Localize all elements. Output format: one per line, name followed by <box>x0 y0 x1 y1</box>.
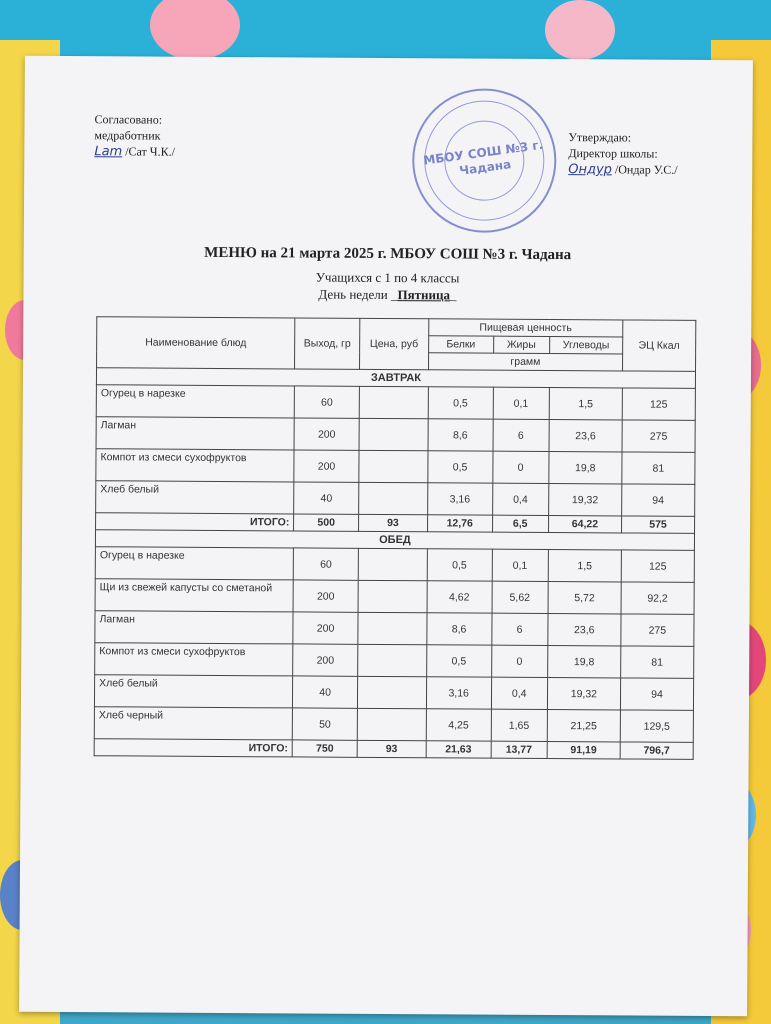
table-row <box>96 417 695 453</box>
dish-name: Хлеб белый <box>96 481 294 514</box>
total-energy: 575 <box>621 516 694 533</box>
cell-fat: 0 <box>492 451 549 483</box>
agreed-name: /Сат Ч.К./ <box>125 144 175 159</box>
menu-sheet <box>19 56 753 1016</box>
table-row <box>96 481 695 517</box>
cell-fat: 1,65 <box>491 709 548 741</box>
approve-block <box>568 129 678 179</box>
cell-protein: 4,25 <box>426 709 491 741</box>
cell-protein: 3,16 <box>427 483 492 515</box>
dish-name: Огурец в нарезке <box>95 547 293 580</box>
cell-output: 40 <box>293 676 358 708</box>
cell-energy: 94 <box>620 678 693 710</box>
cell-price <box>357 676 426 708</box>
header-carbs: Углеводы <box>549 336 622 353</box>
cell-energy: 275 <box>622 420 695 452</box>
cell-price <box>359 482 428 514</box>
agreed-signature: Lam <box>94 144 123 160</box>
cell-carbs: 19,8 <box>547 645 620 677</box>
agreed-role: медработник <box>94 128 161 143</box>
cell-carbs: 19,32 <box>547 677 620 709</box>
cell-fat: 0,1 <box>493 387 550 419</box>
cell-output: 40 <box>294 482 359 514</box>
section-label: ЗАВТРАК <box>96 368 695 389</box>
header-unit: грамм <box>428 353 622 371</box>
approve-signature: Ондур <box>568 162 612 178</box>
cell-output: 200 <box>293 612 358 644</box>
header-output: Выход, гр <box>295 318 360 369</box>
cell-output: 60 <box>293 548 358 580</box>
cell-output: 60 <box>294 386 359 418</box>
cell-output: 200 <box>293 644 358 676</box>
cell-carbs: 23,6 <box>548 613 621 645</box>
cell-carbs: 1,5 <box>548 549 621 581</box>
total-label: ИТОГО: <box>96 513 294 531</box>
cell-energy: 125 <box>621 550 694 582</box>
flower-decoration <box>545 0 615 60</box>
approve-label: Утверждаю: <box>568 130 632 145</box>
dish-name: Хлеб черный <box>94 707 292 740</box>
total-energy: 796,7 <box>620 742 693 759</box>
total-fat: 6,5 <box>492 515 548 532</box>
cell-price <box>359 450 428 482</box>
table-row <box>96 449 695 485</box>
cell-carbs: 19,8 <box>549 451 622 483</box>
weekday-value: Пятница <box>397 287 451 303</box>
cell-price <box>358 580 427 612</box>
dish-name: Лагман <box>96 417 294 450</box>
cell-fat: 0,4 <box>491 677 548 709</box>
weekday-label: День недели _ <box>318 286 398 303</box>
cell-energy: 81 <box>622 452 695 484</box>
table-row <box>94 707 693 743</box>
menu-subtitle: Учащихся с 1 по 4 классы <box>315 269 460 286</box>
table-row <box>95 547 694 583</box>
header-nutrition: Пищевая ценность <box>429 319 623 337</box>
cell-protein: 4,62 <box>427 581 492 613</box>
header-fat: Жиры <box>493 336 549 353</box>
header-protein: Белки <box>428 336 493 353</box>
menu-table-body <box>94 368 695 760</box>
cell-price <box>358 644 427 676</box>
cell-protein: 0,5 <box>428 451 493 483</box>
cell-price <box>358 612 427 644</box>
table-row <box>95 611 694 647</box>
total-output: 500 <box>294 514 359 531</box>
total-protein: 21,63 <box>426 741 491 758</box>
cell-price <box>358 548 427 580</box>
cell-protein: 0,5 <box>427 549 492 581</box>
cell-fat: 0,1 <box>492 549 549 581</box>
menu-table <box>94 316 697 760</box>
agreed-block <box>94 111 175 160</box>
agreed-signature-line <box>94 143 175 160</box>
cell-carbs: 23,6 <box>549 419 622 451</box>
table-row <box>95 579 694 615</box>
cell-protein: 3,16 <box>426 677 491 709</box>
header-energy: ЭЦ Ккал <box>622 320 695 371</box>
stamp-text: МБОУ СОШ №3 г. Чадана <box>422 137 544 178</box>
total-price: 93 <box>358 514 427 531</box>
cell-energy: 129,5 <box>620 710 693 742</box>
total-price: 93 <box>357 740 426 757</box>
dish-name: Компот из смеси сухофруктов <box>96 449 294 482</box>
school-stamp <box>412 88 557 233</box>
cell-energy: 125 <box>622 388 695 420</box>
cell-output: 200 <box>293 580 358 612</box>
weekday-line <box>23 285 751 305</box>
table-row <box>96 385 695 421</box>
cell-fat: 6 <box>493 419 550 451</box>
cell-protein: 8,6 <box>428 419 493 451</box>
cell-fat: 0 <box>491 645 548 677</box>
dish-name: Огурец в нарезке <box>96 385 294 418</box>
menu-title: МЕНЮ на 21 марта 2025 г. МБОУ СОШ №3 г. Чадана <box>204 244 572 264</box>
cell-output: 50 <box>293 708 358 740</box>
cell-energy: 92,2 <box>621 582 694 614</box>
table-row <box>95 643 694 679</box>
total-label: ИТОГО: <box>94 739 292 757</box>
cell-fat: 6 <box>491 613 548 645</box>
dish-name: Лагман <box>95 611 293 644</box>
cell-protein: 8,6 <box>427 613 492 645</box>
section-label: ОБЕД <box>95 530 694 551</box>
cell-price <box>359 418 428 450</box>
cell-output: 200 <box>294 418 359 450</box>
dish-name: Компот из смеси сухофруктов <box>95 643 293 676</box>
cell-energy: 275 <box>621 614 694 646</box>
header-price: Цена, руб <box>359 318 428 369</box>
cell-price <box>357 708 426 740</box>
cell-carbs: 1,5 <box>549 387 622 419</box>
approve-signature-line <box>568 161 678 179</box>
header-dish-name: Наименование блюд <box>97 317 296 369</box>
agreed-label: Согласовано: <box>94 112 163 127</box>
cell-carbs: 21,25 <box>547 709 620 741</box>
cell-fat: 0,4 <box>492 483 549 515</box>
cell-output: 200 <box>294 450 359 482</box>
table-row <box>94 675 693 711</box>
cell-carbs: 5,72 <box>548 581 621 613</box>
cell-protein: 0,5 <box>428 387 493 419</box>
total-protein: 12,76 <box>427 515 492 532</box>
cell-carbs: 19,32 <box>548 483 621 515</box>
total-row-lunch <box>94 739 693 760</box>
total-output: 750 <box>292 740 357 757</box>
cell-energy: 81 <box>621 646 694 678</box>
cell-fat: 5,62 <box>492 581 549 613</box>
cell-protein: 0,5 <box>426 645 491 677</box>
weekday-suffix: _ <box>449 287 457 303</box>
approve-role: Директор школы: <box>568 146 658 161</box>
total-carbs: 64,22 <box>548 515 621 532</box>
cell-price <box>359 386 428 418</box>
total-carbs: 91,19 <box>547 741 620 758</box>
approve-name: /Ондар У.С./ <box>614 162 678 177</box>
cell-energy: 94 <box>622 484 695 516</box>
dish-name: Хлеб белый <box>94 675 292 708</box>
dish-name: Щи из свежей капусты со сметаной <box>95 579 293 612</box>
total-fat: 13,77 <box>491 741 547 758</box>
